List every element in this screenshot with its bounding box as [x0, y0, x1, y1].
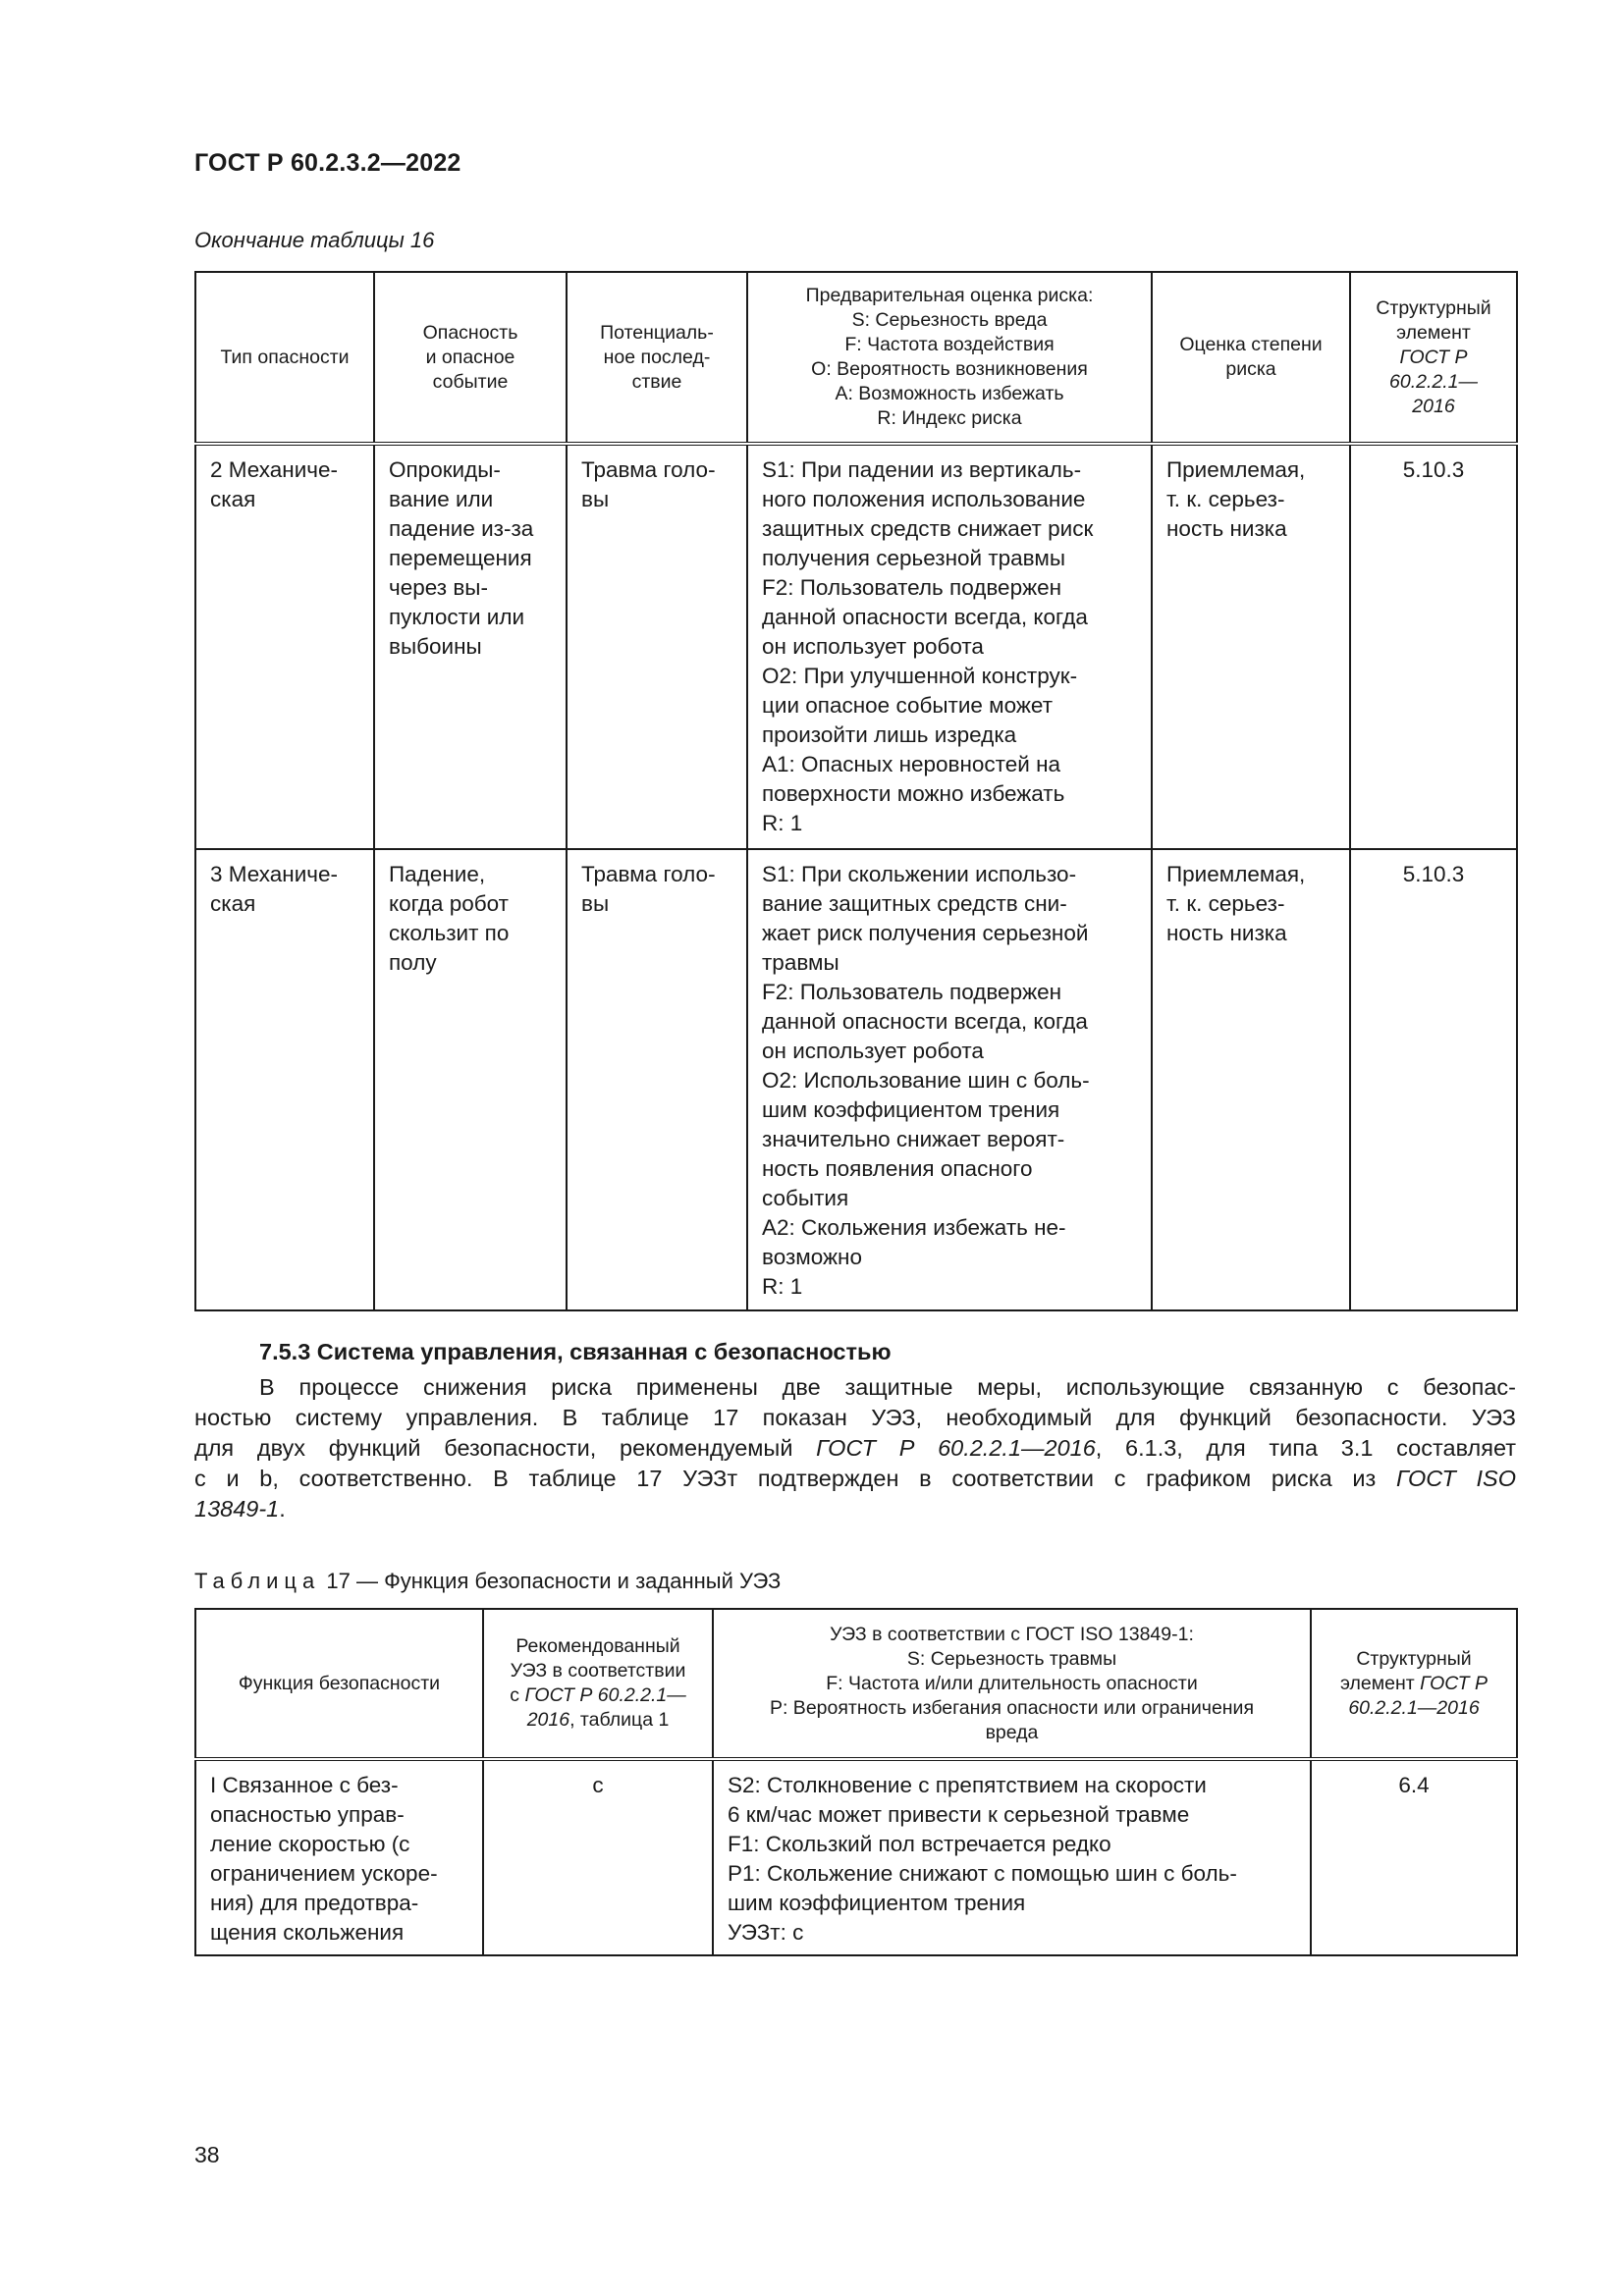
cell-line: через вы- — [389, 575, 488, 600]
cell-line: S1: При падении из вертикаль- — [762, 457, 1082, 482]
header-risk-degree — [1152, 272, 1350, 444]
cell-line: значительно снижает вероят- — [762, 1127, 1065, 1151]
cell-hazard-type — [195, 849, 374, 1310]
cell-line: события — [762, 1186, 849, 1210]
text-segment: A: Возможность избежать — [835, 383, 1064, 404]
text-segment: 13849-1 — [194, 1496, 280, 1522]
cell-line: жает риск получения серьезной — [762, 921, 1089, 945]
header-line — [1357, 370, 1510, 395]
cell-line: падение из-за — [389, 516, 534, 541]
header-hazard-event — [374, 272, 567, 444]
cell-line: 2 Механиче- — [210, 457, 339, 482]
cell-line: скользит по — [389, 921, 510, 945]
header-line — [573, 346, 740, 370]
text-segment: 2016 — [526, 1709, 570, 1731]
cell-line: A2: Скольжения избежать не- — [762, 1215, 1066, 1240]
cell-line: перемещения — [389, 546, 532, 570]
text-segment: ностью систему управления. В таблице 17 показан УЭЗ, необходимый для функций безопасности. УЭЗ — [194, 1405, 1516, 1430]
cell-line: Травма голо- — [581, 457, 716, 482]
header-line — [1357, 321, 1510, 346]
table-17 — [194, 1608, 1518, 1956]
section-paragraph — [194, 1372, 1516, 1524]
header-line — [490, 1634, 706, 1659]
header-recommended-pl — [483, 1609, 713, 1759]
cell-line: ного положения использование — [762, 487, 1086, 511]
text-segment: Рекомендованный — [515, 1635, 680, 1657]
text-segment: S: Серьезность вреда — [851, 309, 1048, 331]
cell-line: поверхности можно избежать — [762, 781, 1065, 806]
section-heading: 7.5.3 Система управления, связанная с безопасностью — [259, 1339, 892, 1364]
text-segment: 60.2.2.1—2016 — [1348, 1696, 1480, 1719]
cell-recommended-pl: c — [483, 1759, 713, 1955]
text-segment: Тип опасности — [220, 346, 350, 368]
table-16 — [194, 271, 1518, 1311]
cell-line: ность низка — [1166, 921, 1287, 945]
header-line — [490, 1683, 706, 1708]
cell-line: P1: Скольжение снижают с помощью шин с боль- — [728, 1861, 1237, 1886]
header-line — [720, 1623, 1304, 1647]
text-segment: Предварительная оценка риска: — [805, 285, 1094, 306]
cell-line: ление скоростью (с — [210, 1832, 410, 1856]
cell-line: I Связанное с без- — [210, 1773, 399, 1797]
page-number: 38 — [194, 2142, 220, 2167]
text-segment: O: Вероятность возникновения — [811, 358, 1088, 380]
text-segment: элемент — [1339, 1672, 1421, 1694]
cell-line: произойти лишь изредка — [762, 722, 1017, 747]
header-line — [754, 382, 1145, 406]
header-line — [1357, 296, 1510, 321]
cell-line: возможно — [762, 1245, 862, 1269]
text-segment: ГОСТ Р 60.2.2.1— — [524, 1684, 686, 1706]
cell-line: т. к. серьез- — [1166, 487, 1285, 511]
cell-line: ность появления опасного — [762, 1156, 1033, 1181]
cell-risk-assessment — [747, 849, 1152, 1310]
cell-line: R: 1 — [762, 811, 803, 835]
header-line — [720, 1672, 1304, 1696]
text-segment: ГОСТ Р 60.2.2.1—2016 — [816, 1435, 1096, 1461]
text-segment: ГОСТ Р — [1420, 1672, 1489, 1694]
cell-risk-degree — [1152, 849, 1350, 1310]
header-line — [381, 370, 560, 395]
cell-line: пуклости или — [389, 605, 525, 629]
text-segment: Опасность — [422, 321, 518, 344]
table-17-caption-word: Таблица — [194, 1569, 321, 1593]
cell-line: УЭЗт: c — [728, 1920, 804, 1945]
header-preliminary-risk-assessment — [747, 272, 1152, 444]
cell-line: вы — [581, 891, 610, 916]
cell-line: S2: Столкновение с препятствием на скорости — [728, 1773, 1207, 1797]
table-17-header-row — [195, 1609, 1517, 1759]
cell-line: когда робот — [389, 891, 509, 916]
header-line — [202, 1672, 476, 1696]
text-segment: ГОСТ ISO — [1395, 1466, 1516, 1491]
text-segment: Оценка степени — [1179, 334, 1323, 355]
cell-structural-element: 5.10.3 — [1350, 849, 1517, 1310]
cell-risk-assessment — [747, 444, 1152, 849]
text-segment: УЭЗ в соответствии с ГОСТ ISO 13849-1: — [830, 1623, 1194, 1645]
cell-line: данной опасности всегда, когда — [762, 605, 1088, 629]
paragraph-line — [194, 1494, 1516, 1524]
header-line — [754, 406, 1145, 431]
header-line — [754, 308, 1145, 333]
header-line — [754, 284, 1145, 308]
cell-line: R: 1 — [762, 1274, 803, 1299]
cell-hazard-event — [374, 849, 567, 1310]
text-segment: Потенциаль- — [600, 321, 714, 344]
cell-safety-function — [195, 1759, 483, 1955]
cell-line: O2: Использование шин с боль- — [762, 1068, 1090, 1093]
cell-line: O2: При улучшенной конструк- — [762, 664, 1078, 688]
cell-line: ность низка — [1166, 516, 1287, 541]
header-line — [1318, 1672, 1510, 1696]
cell-line: он использует робота — [762, 1039, 984, 1063]
cell-line: Приемлемая, — [1166, 862, 1306, 886]
text-segment: 2016 — [1412, 395, 1455, 417]
cell-line: F2: Пользователь подвержен — [762, 980, 1062, 1004]
cell-consequence — [567, 849, 747, 1310]
text-segment: F: Частота и/или длительность опасности — [826, 1672, 1198, 1694]
text-segment: ное послед- — [603, 346, 711, 368]
cell-line: F2: Пользователь подвержен — [762, 575, 1062, 600]
text-segment: событие — [432, 370, 509, 393]
table-row — [195, 849, 1517, 1310]
header-line — [720, 1721, 1304, 1745]
cell-consequence — [567, 444, 747, 849]
text-segment: и опасное — [425, 346, 515, 368]
paragraph-line — [194, 1403, 1516, 1433]
cell-line: выбоины — [389, 634, 482, 659]
header-line — [1318, 1647, 1510, 1672]
header-pl-iso-13849 — [713, 1609, 1311, 1759]
header-line — [381, 346, 560, 370]
header-line — [1159, 333, 1343, 357]
text-segment: c и b, соответственно. В таблице 17 УЭЗт подтвержден в соответствии с графиком риска из — [194, 1466, 1396, 1491]
cell-pl-assessment — [713, 1759, 1311, 1955]
text-segment: В процессе снижения риска применены две защитные меры, использующие связанную с безопас- — [259, 1374, 1516, 1400]
cell-hazard-event — [374, 444, 567, 849]
text-segment: вреда — [985, 1721, 1039, 1743]
table-row — [195, 1759, 1517, 1955]
cell-line: шим коэффициентом трения — [728, 1891, 1026, 1915]
table-17-caption-title: 17 — Функция безопасности и заданный УЭЗ — [320, 1569, 782, 1593]
cell-line: 3 Механиче- — [210, 862, 339, 886]
paragraph-line — [194, 1372, 1516, 1403]
cell-structural-element: 6.4 — [1311, 1759, 1517, 1955]
paragraph-line — [194, 1433, 1516, 1464]
cell-line: вание или — [389, 487, 494, 511]
cell-line: ции опасное событие может — [762, 693, 1054, 718]
header-structural-element — [1311, 1609, 1517, 1759]
text-segment: , 6.1.3, для типа 3.1 составляет — [1095, 1435, 1516, 1461]
cell-line: Падение, — [389, 862, 486, 886]
text-segment: . — [279, 1496, 286, 1522]
cell-line: Приемлемая, — [1166, 457, 1306, 482]
cell-line: травмы — [762, 950, 839, 975]
header-line — [490, 1708, 706, 1733]
header-line — [202, 346, 367, 370]
header-line — [1318, 1696, 1510, 1721]
cell-line: вы — [581, 487, 610, 511]
text-segment: S: Серьезность травмы — [906, 1647, 1117, 1670]
header-line — [754, 357, 1145, 382]
cell-line: полу — [389, 950, 437, 975]
cell-line: Травма голо- — [581, 862, 716, 886]
table-17-caption — [194, 1569, 781, 1594]
cell-line: ская — [210, 891, 256, 916]
header-line — [720, 1647, 1304, 1672]
table-16-caption: Окончание таблицы 16 — [194, 228, 435, 252]
cell-line: S1: При скольжении использо- — [762, 862, 1077, 886]
text-segment: ГОСТ Р — [1399, 346, 1468, 368]
cell-line: 6 км/час может привести к серьезной травме — [728, 1802, 1190, 1827]
cell-risk-degree — [1152, 444, 1350, 849]
header-hazard-type — [195, 272, 374, 444]
cell-line: данной опасности всегда, когда — [762, 1009, 1088, 1034]
cell-line: F1: Скользкий пол встречается редко — [728, 1832, 1111, 1856]
header-line — [1159, 357, 1343, 382]
cell-line: опасностью управ- — [210, 1802, 405, 1827]
text-segment: P: Вероятность избегания опасности или ограничения — [769, 1696, 1255, 1719]
text-segment: F: Частота воздействия — [844, 334, 1055, 355]
header-line — [720, 1696, 1304, 1721]
text-segment: ствие — [631, 370, 682, 393]
text-segment: Функция безопасности — [238, 1672, 441, 1694]
text-segment: , таблица 1 — [569, 1709, 670, 1731]
text-segment: риска — [1225, 358, 1276, 380]
cell-line: щения скольжения — [210, 1920, 405, 1945]
table-row — [195, 444, 1517, 849]
cell-hazard-type — [195, 444, 374, 849]
text-segment: R: Индекс риска — [877, 407, 1022, 429]
cell-line: получения серьезной травмы — [762, 546, 1066, 570]
table-16-header-row — [195, 272, 1517, 444]
cell-line: ограничением ускоре- — [210, 1861, 438, 1886]
cell-line: ская — [210, 487, 256, 511]
text-segment: Структурный — [1356, 1647, 1472, 1670]
text-segment: УЭЗ в соответствии — [510, 1660, 686, 1682]
cell-line: шим коэффициентом трения — [762, 1097, 1060, 1122]
header-line — [1357, 346, 1510, 370]
header-line — [573, 321, 740, 346]
text-segment: Структурный — [1376, 296, 1491, 319]
header-safety-function — [195, 1609, 483, 1759]
header-line — [573, 370, 740, 395]
header-line — [490, 1659, 706, 1683]
text-segment: 60.2.2.1— — [1389, 370, 1478, 393]
cell-line: ния) для предотвра- — [210, 1891, 419, 1915]
header-line — [381, 321, 560, 346]
text-segment: элемент — [1396, 321, 1471, 344]
cell-line: т. к. серьез- — [1166, 891, 1285, 916]
cell-line: вание защитных средств сни- — [762, 891, 1067, 916]
paragraph-line — [194, 1464, 1516, 1494]
header-line — [754, 333, 1145, 357]
cell-line: он использует робота — [762, 634, 984, 659]
cell-line: A1: Опасных неровностей на — [762, 752, 1061, 776]
cell-structural-element: 5.10.3 — [1350, 444, 1517, 849]
header-potential-consequence — [567, 272, 747, 444]
cell-line: защитных средств снижает риск — [762, 516, 1094, 541]
text-segment: с — [510, 1684, 525, 1706]
cell-line: Опрокиды- — [389, 457, 501, 482]
header-structural-element — [1350, 272, 1517, 444]
header-line — [1357, 395, 1510, 419]
text-segment: для двух функций безопасности, рекомендуемый — [194, 1435, 817, 1461]
document-code: ГОСТ Р 60.2.3.2—2022 — [194, 149, 461, 177]
